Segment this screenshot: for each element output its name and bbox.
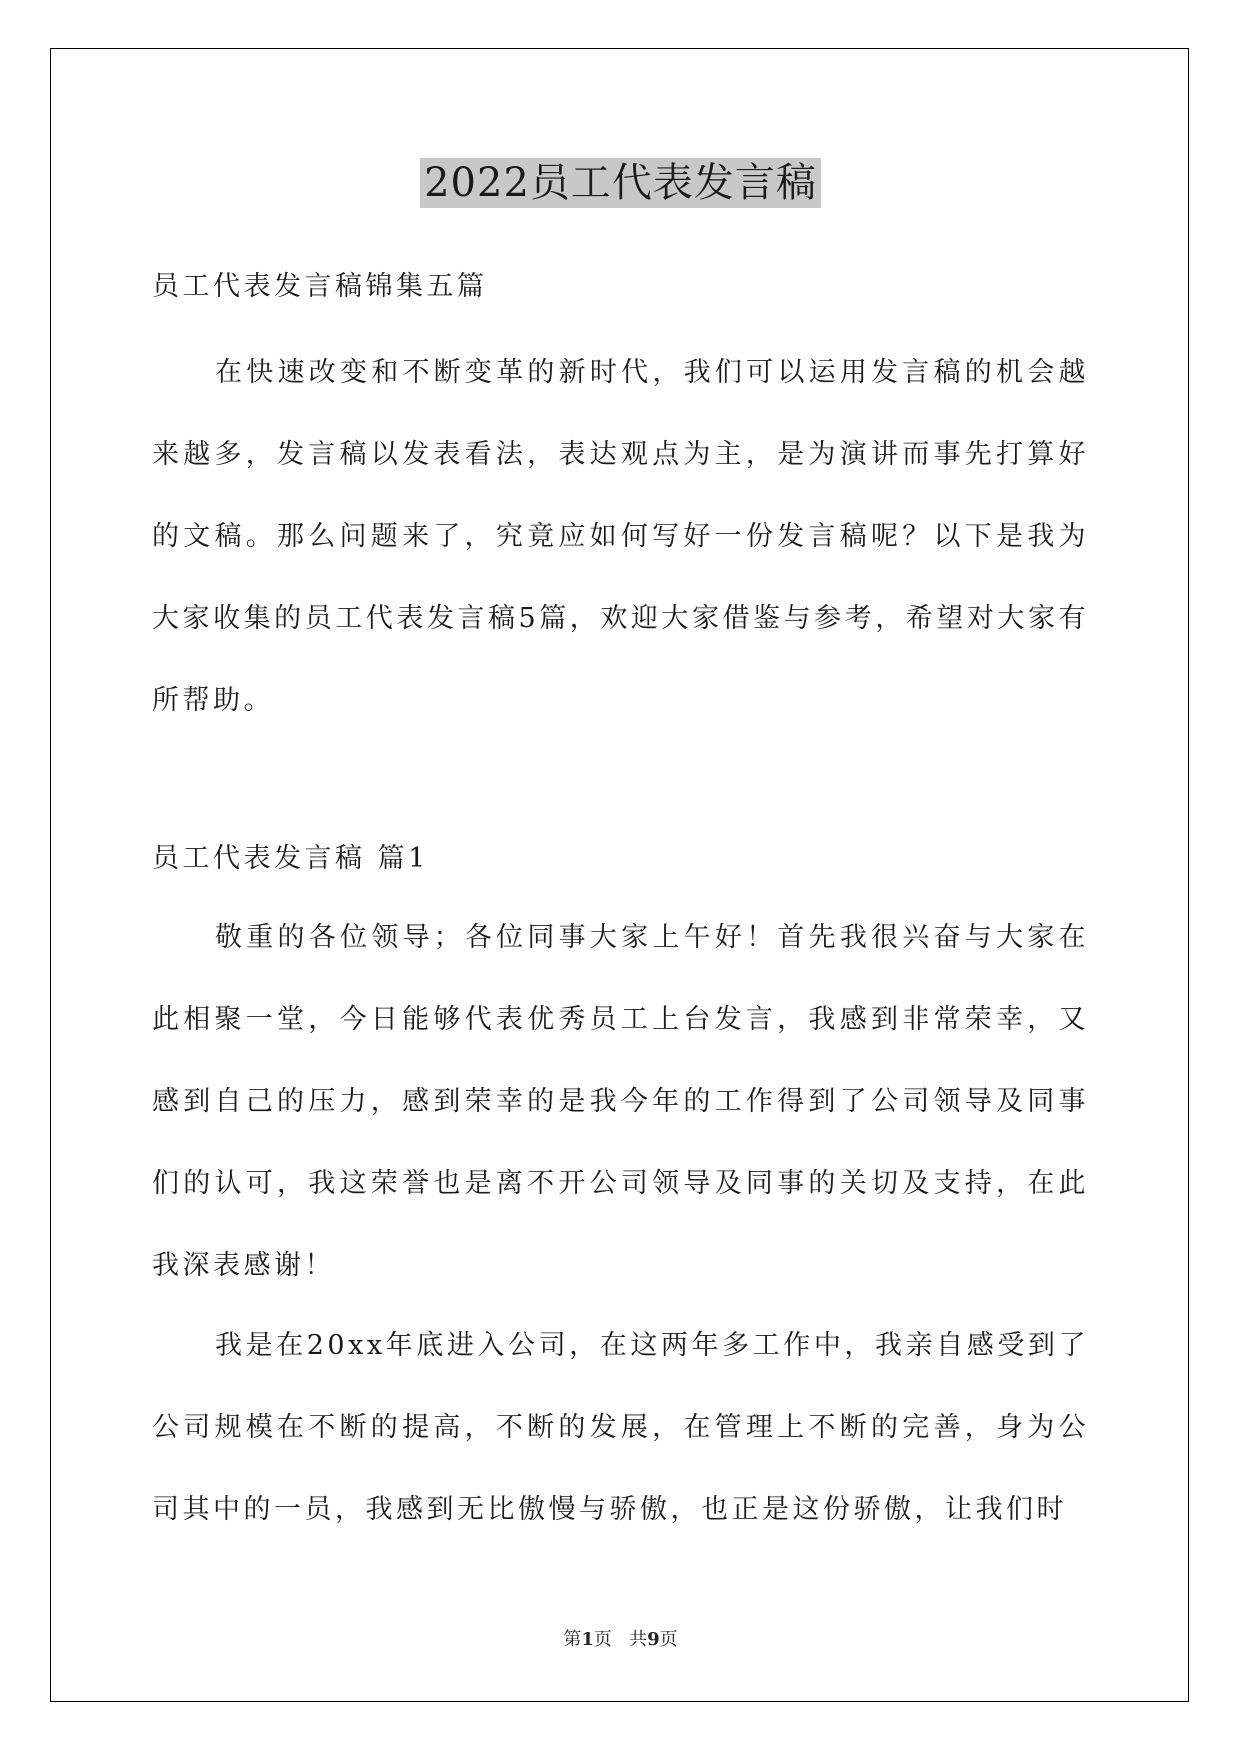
page-number-prefix: 第 [563, 1629, 582, 1650]
intro-paragraph: 在快速改变和不断变革的新时代，我们可以运用发言稿的机会越来越多，发言稿以发表看法，表达观点为主，是为演讲而事先打算好的文稿。那么问题来了，究竟应如何写好一份发言稿呢？以下是我为大家收集的员工代表发言稿5篇，欢迎大家借鉴与参考，希望对大家有所帮助。 [152, 357, 1089, 716]
current-page-number: 1 [581, 1629, 594, 1650]
page-footer [0, 1628, 1241, 1652]
body-paragraph: 我是在20xx年底进入公司，在这两年多工作中，我亲自感受到了公司规模在不断的提高，不断的发展，在管理上不断的完善，身为公司其中的一员，我感到无比傲慢与骄傲，也正是这份骄傲，让我们时 [152, 1330, 1089, 1525]
document-title-text: 2022员工代表发言稿 [420, 158, 821, 208]
document-title [152, 153, 1089, 213]
document-subtitle: 员工代表发言稿锦集五篇 [152, 271, 488, 302]
page-number-suffix: 页 [593, 1629, 612, 1650]
body-paragraph: 敬重的各位领导；各位同事大家上午好！首先我很兴奋与大家在此相聚一堂，今日能够代表优秀员工上台发言，我感到非常荣幸，又感到自己的压力，感到荣幸的是我今年的工作得到了公司领导及同事们的认可，我这荣誉也是离不开公司领导及同事的关切及支持，在此我深表感谢！ [152, 922, 1089, 1281]
total-page-count: 9 [647, 1629, 660, 1650]
section-heading: 员工代表发言稿 篇1 [152, 843, 429, 874]
total-pages-suffix: 页 [659, 1629, 678, 1650]
total-pages-prefix: 共 [629, 1629, 648, 1650]
